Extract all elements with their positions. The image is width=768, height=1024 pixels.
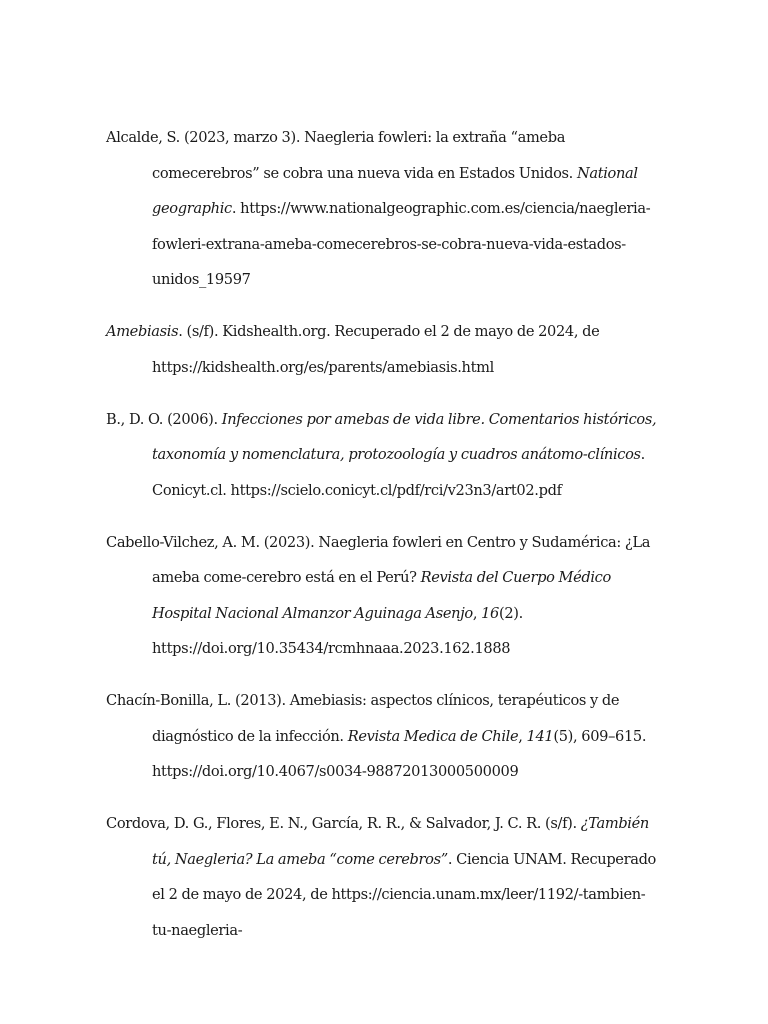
reference-text: . (s/f). Kidshealth.org. Recuperado el 2 de mayo de 2024, de https://kidshealth.org/es/parents/amebiasis.html <box>152 323 600 376</box>
reference-text: Cordova, D. G., Flores, E. N., García, R. R., & Salvador, J. C. R. (s/f). <box>106 815 581 832</box>
reference-text: . Conicyt.cl. https://scielo.conicyt.cl/pdf/rci/v23n3/art02.pdf <box>152 446 645 499</box>
reference-text: , <box>472 604 482 622</box>
reference-text: B., D. O. (2006). <box>106 410 222 428</box>
reference-journal: Revista Medica de Chile <box>347 727 519 745</box>
reference-title: Infecciones por amebas de vida libre. Comentarios históricos, taxonomía y nomenclatura, protozoología y cuadros anátomo-clínicos <box>152 410 657 463</box>
reference-text: , <box>518 727 527 745</box>
reference-alcalde <box>106 120 662 298</box>
reference-amebiasis <box>106 314 662 385</box>
reference-chacin-bonilla <box>106 683 662 790</box>
reference-text: Alcalde, S. (2023, marzo 3). Naegleria fowleri: la extraña “ameba comecerebros” se cobra una nueva vida en Estados Unidos. <box>106 129 577 182</box>
reference-bdo <box>106 402 662 509</box>
reference-text: Chacín-Bonilla, L. (2013). Amebiasis: aspectos clínicos, terapéuticos y de diagnóstico de la infección. <box>106 692 620 745</box>
reference-title: Amebiasis <box>106 323 179 340</box>
reference-title: ¿También tú, Naegleria? La ameba “come cerebros” <box>152 815 649 868</box>
reference-text: . Ciencia UNAM. Recuperado el 2 de mayo de 2024, de https://ciencia.unam.mx/leer/1192/-tambien-tu-naegleria- <box>152 850 656 939</box>
reference-text: (5), 609–615. https://doi.org/10.4067/s0034-98872013000500009 <box>152 727 647 780</box>
reference-source-title: National geographic <box>152 164 638 217</box>
reference-text: . https://www.nationalgeographic.com.es/ciencia/naegleria-fowleri-extrana-ameba-comecerebros-se-cobra-nueva-vida-estados-unidos_19597 <box>152 200 651 288</box>
reference-text: (2). https://doi.org/10.35434/rcmhnaaa.2023.162.1888 <box>152 604 523 657</box>
reference-cabello-vilchez <box>106 525 662 667</box>
reference-cordova <box>106 806 662 948</box>
reference-volume: 141 <box>526 727 554 745</box>
reference-text: Cabello-Vilchez, A. M. (2023). Naegleria fowleri en Centro y Sudamérica: ¿La ameba come-cerebro está en el Perú? <box>106 533 651 586</box>
reference-journal: Revista del Cuerpo Médico Hospital Nacional Almanzor Aguinaga Asenjo <box>152 569 611 622</box>
reference-list <box>106 120 662 965</box>
reference-volume: 16 <box>481 604 499 622</box>
